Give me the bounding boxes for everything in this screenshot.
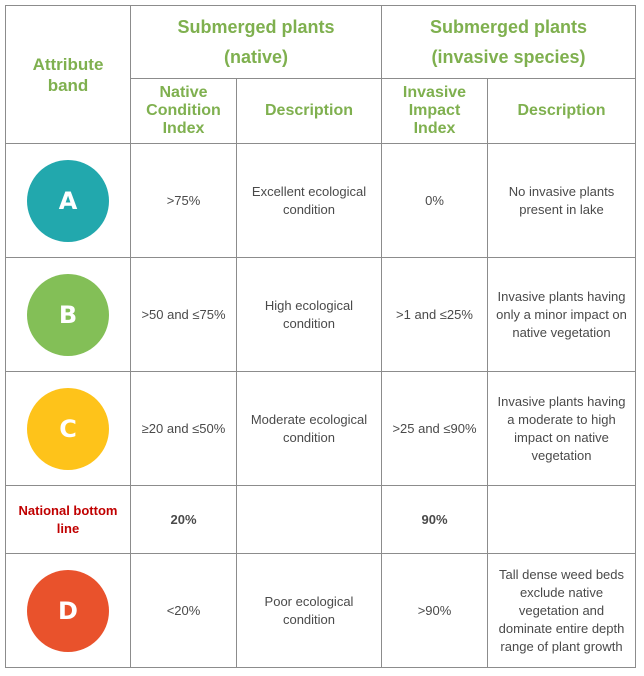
native-description: Excellent ecological condition: [237, 144, 382, 258]
native-index-value: >75%: [131, 144, 237, 258]
invasive-group-title: Submerged plants: [429, 17, 588, 37]
native-group-header: [131, 6, 382, 79]
invasive-index-value: >25 and ≤90%: [382, 372, 488, 486]
band-cell: [6, 258, 131, 372]
invasive-description-header: [488, 79, 636, 144]
invasive-description: Tall dense weed beds exclude native vegetation and dominate entire depth range of plant growth: [488, 554, 636, 668]
native-description-label: Description: [264, 102, 353, 119]
invasive-index-value: >1 and ≤25%: [382, 258, 488, 372]
native-index-value: <20%: [131, 554, 237, 668]
band-cell: [6, 554, 131, 668]
band-circle-d: [27, 570, 109, 652]
native-index-value: ≥20 and ≤50%: [131, 372, 237, 486]
national-bottom-line-invasive-value: 90%: [382, 486, 488, 554]
table-row: [6, 554, 636, 668]
header-row-groups: [6, 6, 636, 79]
national-bottom-line-invasive-empty: [488, 486, 636, 554]
native-condition-index-header: [131, 79, 237, 144]
national-bottom-line-native-empty: [237, 486, 382, 554]
table-row: [6, 258, 636, 372]
attribute-band-header-label: Attribute band: [32, 54, 104, 95]
national-bottom-line-label: National bottom line: [6, 486, 131, 554]
native-condition-index-label: Native Condition Index: [146, 84, 221, 137]
invasive-description-label: Description: [517, 102, 606, 119]
band-letter: C: [59, 414, 77, 443]
invasive-group-header: [382, 6, 636, 79]
band-cell: [6, 144, 131, 258]
band-letter: D: [58, 596, 78, 625]
table-row: [6, 372, 636, 486]
invasive-description: Invasive plants having a moderate to high impact on native vegetation: [488, 372, 636, 486]
national-bottom-line-native-value: 20%: [131, 486, 237, 554]
band-letter: A: [58, 186, 78, 215]
invasive-impact-index-header: [382, 79, 488, 144]
native-description: Moderate ecological condition: [237, 372, 382, 486]
invasive-index-value: >90%: [382, 554, 488, 668]
attribute-table-container: [5, 5, 636, 668]
band-circle-c: [27, 388, 109, 470]
native-group-title: Submerged plants: [177, 17, 335, 37]
invasive-description: No invasive plants present in lake: [488, 144, 636, 258]
invasive-description: Invasive plants having only a minor impact on native vegetation: [488, 258, 636, 372]
native-group-subtitle: (native): [223, 47, 288, 67]
native-description: Poor ecological condition: [237, 554, 382, 668]
invasive-index-value: 0%: [382, 144, 488, 258]
attribute-band-header: [6, 6, 131, 144]
native-index-value: >50 and ≤75%: [131, 258, 237, 372]
band-circle-a: [27, 160, 109, 242]
band-circle-b: [27, 274, 109, 356]
native-description: High ecological condition: [237, 258, 382, 372]
table-row: [6, 144, 636, 258]
attribute-band-table: [5, 5, 636, 668]
band-cell: [6, 372, 131, 486]
invasive-group-subtitle: (invasive species): [431, 47, 586, 67]
native-description-header: [237, 79, 382, 144]
invasive-impact-index-label: Invasive Impact Index: [402, 84, 467, 137]
band-letter: B: [58, 300, 78, 329]
national-bottom-line-row: [6, 486, 636, 554]
